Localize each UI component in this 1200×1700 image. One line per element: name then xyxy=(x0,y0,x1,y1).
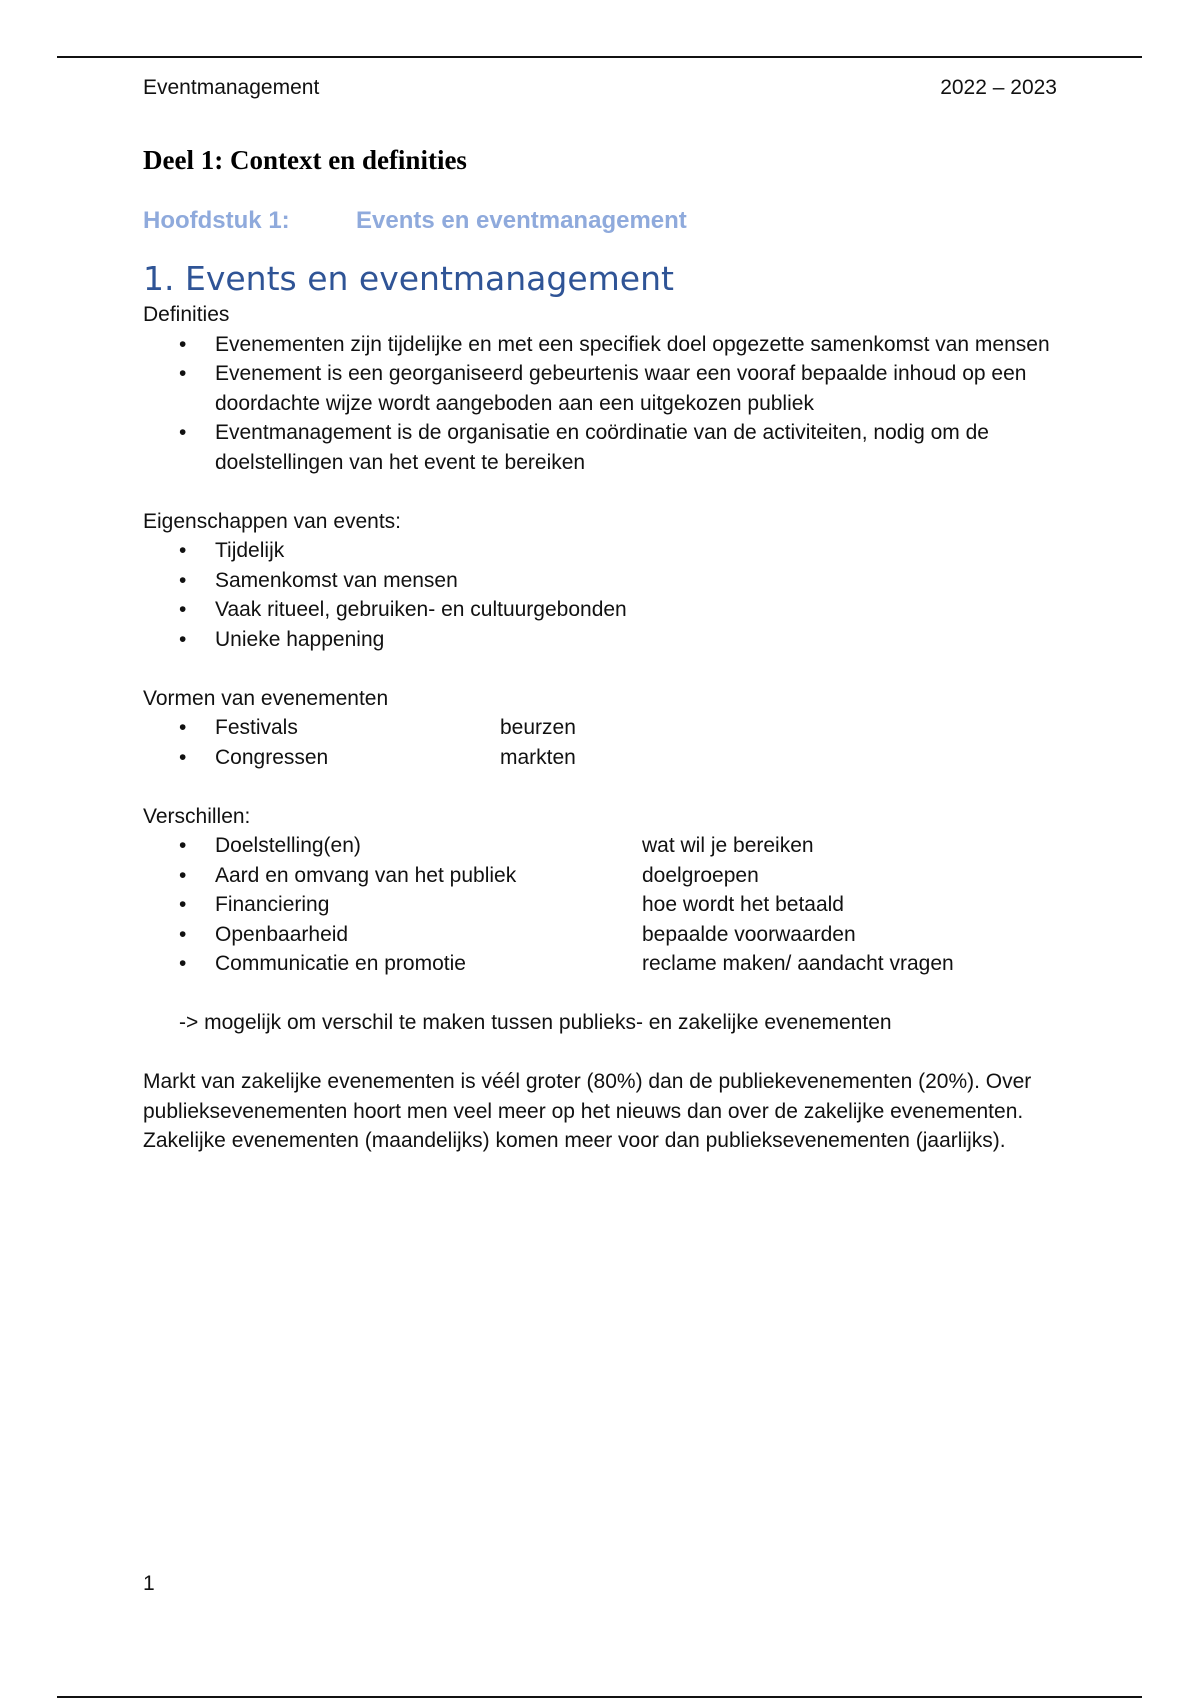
vormen-left: • Festivals xyxy=(215,716,298,739)
vormen-right: markten xyxy=(500,745,576,769)
vormen-list xyxy=(143,713,1063,772)
verschil-term: • Financiering xyxy=(215,893,330,916)
vormen-label: Vormen van evenementen xyxy=(143,686,389,710)
list-item: • Evenementen zijn tijdelijke en met een specifiek doel opgezette samenkomst van mensen xyxy=(143,330,1063,360)
list-item xyxy=(143,713,1063,743)
verschil-description: reclame maken/ aandacht vragen xyxy=(642,952,954,975)
list-item xyxy=(143,743,1063,773)
market-paragraph: Markt van zakelijke evenementen is véél groter (80%) dan de publiekevenementen (20%). Over publieksevenementen hoort men veel meer op het nieuws dan over de zakelijke evenementen. Zakelijke evenementen (maandelijks) komen meer voor dan publieksevenementen (jaarlijks). xyxy=(143,1070,1032,1152)
list-item xyxy=(143,949,1063,979)
chapter-heading xyxy=(143,205,687,237)
section-title: 1. Events en eventmanagement xyxy=(143,259,674,298)
verschil-description: doelgroepen xyxy=(642,863,759,887)
part-title: Deel 1: Context en definities xyxy=(143,145,467,175)
verschil-term: • Openbaarheid xyxy=(215,922,349,946)
list-item: • Unieke happening xyxy=(143,625,1063,655)
list-item: • Evenement is een georganiseerd gebeurtenis waar een vooraf bepaalde inhoud op een doordachte wijze wordt aangeboden aan een uitgekozen publiek xyxy=(143,359,1063,418)
list-item: • Tijdelijk xyxy=(143,536,1063,566)
verschil-description: bepaalde voorwaarden xyxy=(642,922,856,946)
page-number: 1 xyxy=(143,1572,155,1595)
verschillen-label: Verschillen: xyxy=(143,804,251,828)
vormen-left: • Congressen xyxy=(215,745,329,769)
list-item xyxy=(143,890,1063,920)
bottom-rule xyxy=(57,1696,1142,1698)
eigenschappen-list xyxy=(143,536,1063,654)
list-item: • Vaak ritueel, gebruiken- en cultuurgebonden xyxy=(143,595,1063,625)
eigenschappen-label: Eigenschappen van events: xyxy=(143,509,402,533)
list-item: • Samenkomst van mensen xyxy=(143,566,1063,596)
verschil-term: • Doelstelling(en) xyxy=(215,834,361,857)
definities-label: Definities xyxy=(143,303,230,326)
vormen-right: beurzen xyxy=(500,716,576,739)
list-item xyxy=(143,861,1063,891)
list-item xyxy=(143,831,1063,861)
top-rule xyxy=(57,56,1142,58)
section-content xyxy=(143,300,1063,1156)
page-header xyxy=(143,73,1057,102)
header-title: Eventmanagement xyxy=(143,76,320,99)
verschil-term: • Communicatie en promotie xyxy=(215,952,466,975)
verschil-term: • Aard en omvang van het publiek xyxy=(215,863,517,887)
chapter-title: Events en eventmanagement xyxy=(356,207,687,234)
definities-list xyxy=(143,330,1063,478)
list-item: • Eventmanagement is de organisatie en coördinatie van de activiteiten, nodig om de doelstellingen van het event te bereiken xyxy=(143,418,1063,477)
verschil-description: wat wil je bereiken xyxy=(642,834,814,857)
verschillen-list xyxy=(143,831,1063,979)
verschil-description: hoe wordt het betaald xyxy=(642,893,844,916)
header-year: 2022 – 2023 xyxy=(940,76,1057,99)
chapter-number: Hoofdstuk 1: xyxy=(143,207,290,234)
arrow-note: -> mogelijk om verschil te maken tussen publieks- en zakelijke evenementen xyxy=(179,1011,892,1034)
list-item xyxy=(143,920,1063,950)
